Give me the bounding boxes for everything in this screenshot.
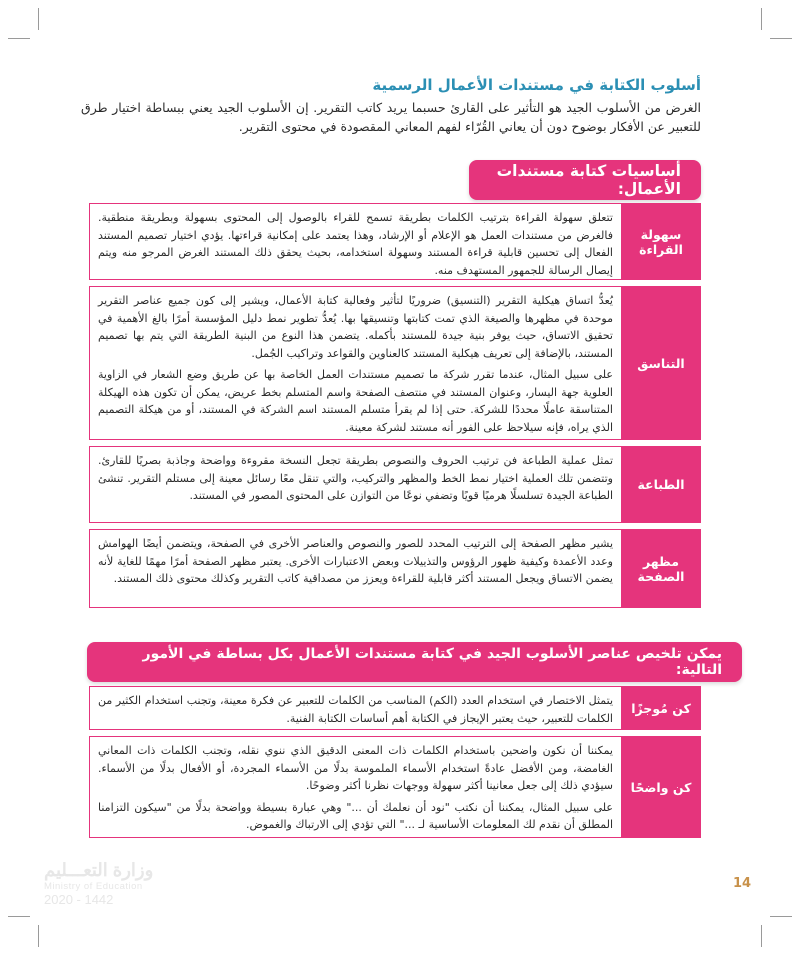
row-paragraph: على سبيل المثال، يمكننا أن نكتب "نود أن نعلمك أن ..." وهي عبارة بسيطة وواضحة بدلًا من "سيكون التزامنا المطلق أن نقدم لك المعلومات الأساسية لـ ..." التي تؤدي إلى الارتباك والغموض. (98, 800, 613, 831)
crop-mark (770, 916, 792, 917)
table-row (89, 203, 701, 280)
box2-header (87, 642, 742, 682)
crop-mark (38, 925, 39, 947)
table-row (89, 686, 701, 730)
row-label-be-clear: كن واضحًا (621, 736, 701, 838)
row-label-typography: الطباعة (621, 446, 701, 523)
table-row (89, 446, 701, 523)
row-body (89, 736, 621, 838)
row-paragraph: يمكننا أن نكون واضحين باستخدام الكلمات ذات المعنى الدقيق الذي ننوي نقله، وتجنب الكلمات ذات المعاني الغامضة، ومن الأفضل عادةً استخدام الأسماء الملموسة بدلًا من الأسماء المجردة، أو الأفعال بدلًا من الأسماء. سيؤدي ذلك إلى جعل معانينا أكثر سهولة ووجهات نظرنا أكثر وضوحًا. (98, 744, 613, 792)
watermark-line2: Ministry of Education (44, 881, 143, 892)
box2-header-text: يمكن تلخيص عناصر الأسلوب الجيد في كتابة مستندات الأعمال بكل بساطة في الأمور التالية: (142, 646, 722, 678)
row-paragraph: تمثل عملية الطباعة فن ترتيب الحروف والنصوص بطريقة تجعل النسخة مقروءة وواضحة وجاذبة بصريًا للقارئ. وتتضمن تلك العملية اختيار نمط الخط والمظهر والتركيب، والتي تنقل معًا رسائل معينة إلى مستلم التقرير. تنشئ الطباعة الجيدة تسلسلًا هرميًا قويًا وتضفي نوعًا من التوازن على المحتوى المصور في المستند. (98, 454, 613, 502)
crop-mark (8, 916, 30, 917)
row-paragraph: تتعلق سهولة القراءة بترتيب الكلمات بطريقة تسمح للقراء بالوصول إلى المحتوى بسهولة وبطريقة منطقية. فالغرض من مستندات العمل هو الإعلام أو الإرشاد، وهذا يعتمد على إمكانية قراءتها. يؤدي اختيار تصميم المستند الفعال إلى تحسين قابلية قراءة المستند وسهولة استخدامه، بحيث يحقق ذلك المستند الغرض المرجو منه ويتم إيصال الرسالة للجمهور المستهدف منه. (98, 211, 613, 277)
page-number: 14 (733, 876, 752, 891)
row-body (89, 286, 621, 440)
row-label-be-concise: كن مُوجزًا (621, 686, 701, 730)
row-body (89, 686, 621, 730)
table-row (89, 286, 701, 440)
intro-paragraph: الغرض من الأسلوب الجيد هو التأثير على القارئ حسبما يريد كاتب التقرير. إن الأسلوب الجيد يعني ببساطة اختيار طرق للتعبير عن الأفكار بوضوح دون أن يعاني القُرّاء لفهم المعاني المقصودة في محتوى التقرير. (81, 100, 701, 134)
box1-header (469, 160, 701, 200)
row-paragraph: يشير مظهر الصفحة إلى الترتيب المحدد للصور والنصوص والعناصر الأخرى في الصفحة، ويتضمن أيضًا الهوامش وعدد الأعمدة وكيفية ظهور الرؤوس والتذييلات وبعض الاعتبارات الأخرى. يعتبر مظهر الصفحة أمرًا مهمًا للغاية لأنه يضمن الاتساق ويجعل المستند أكثر قابلية للقراءة ويعزز من مصداقية كاتب التقرير وكذلك محتوى ذلك المستند. (98, 537, 613, 585)
row-label-consistency: التناسق (621, 286, 701, 440)
crop-mark (38, 8, 39, 30)
ministry-watermark (44, 860, 174, 907)
row-body (89, 529, 621, 608)
crop-mark (761, 8, 762, 30)
crop-mark (8, 38, 30, 39)
box1-table (89, 203, 701, 614)
row-label-readability: سهولة القراءة (621, 203, 701, 280)
row-paragraph: يتمثل الاختصار في استخدام العدد (الكم) المناسب من الكلمات للتعبير عن فكرة معينة، وتجنب استخدام الكثير من الكلمات للتعبير، حيث يعتبر الإيجاز في الكتابة أهم أساسات الكتابة الفنية. (98, 694, 613, 725)
section-title: أسلوب الكتابة في مستندات الأعمال الرسمية (372, 76, 701, 94)
watermark-line3: 2020 - 1442 (44, 892, 114, 907)
crop-mark (761, 925, 762, 947)
row-paragraph: يُعدُّ اتساق هيكلية التقرير (التنسيق) ضروريًا لتأثير وفعالية كتابة الأعمال، ويشير إلى كون جميع عناصر التقرير موحدة في مظهرها والصيغة الذي تمت كتابتها وتنسيقها بها. يُعدُّ تطوير نمط دليل المؤسسة أمرًا بالغ الأهمية في تحقيق الاتساق، حيث يوفر بنية جيدة للمستند بأكمله. يتضمن هذا النوع من البنية الطريقة التي يتم بها تصميم المستند، بالإضافة إلى تعريف هيكلية المستند كالعناوين والقواعد وتراكيب الجُمل. (98, 294, 613, 360)
crop-mark (770, 38, 792, 39)
row-label-page-layout: مظهر الصفحة (621, 529, 701, 608)
row-body (89, 203, 621, 280)
row-paragraph: على سبيل المثال، عندما تقرر شركة ما تصميم مستندات العمل الخاصة بها عن طريق وضع الشعار في الزاوية العلوية جهة اليسار، وعنوان المستند في منتصف الصفحة واسم المتسلم بخط عريض، يمكن أن تكون هذه الهيكلة المتناسقة عاملًا محددًا للشركة. حتى إذا لم يقرأ متسلم المستند اسم الشركة في المستند، أو من هيكلة التصميم الذي يراه، فإنه سيلاحظ على الفور أنه مستند لشركة معينة. (98, 368, 613, 434)
box1-header-text: أساسيات كتابة مستندات الأعمال: (496, 162, 681, 198)
row-body (89, 446, 621, 523)
table-row (89, 529, 701, 608)
table-row (89, 736, 701, 838)
watermark-line1: وزارة التعـــليم (44, 860, 154, 880)
box2-table (89, 686, 701, 844)
